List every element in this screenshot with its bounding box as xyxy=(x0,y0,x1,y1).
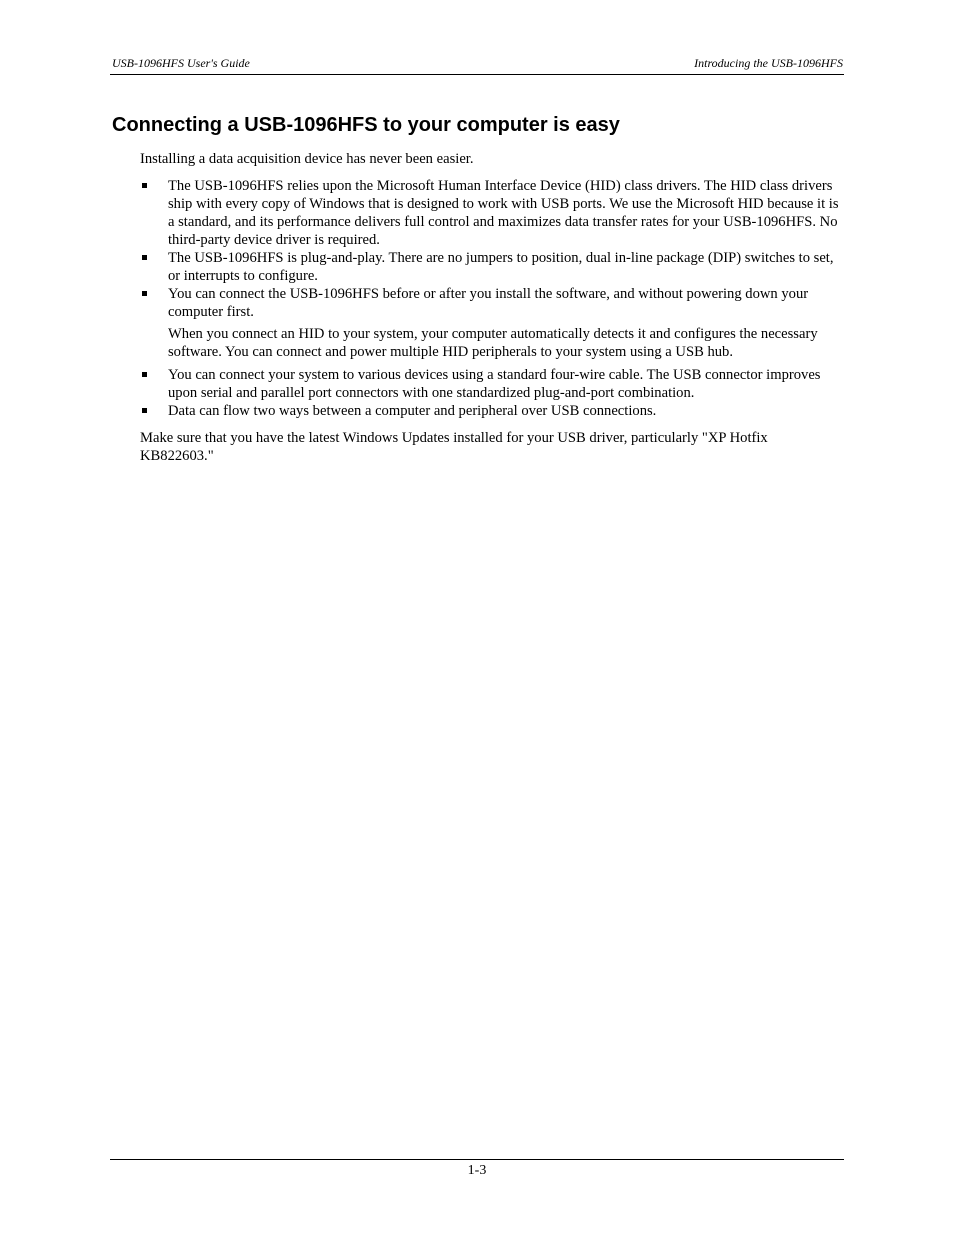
square-bullet-icon xyxy=(142,183,147,188)
square-bullet-icon xyxy=(142,291,147,296)
list-item-text: The USB-1096HFS is plug-and-play. There are no jumpers to position, dual in-line package (DIP) switches to set, or interrupts to configure. xyxy=(168,250,834,284)
square-bullet-icon xyxy=(142,255,147,260)
page-footer xyxy=(110,1159,844,1179)
list-item-text: You can connect the USB-1096HFS before or after you install the software, and without powering down your computer first. xyxy=(168,286,809,320)
list-item-subparagraph: When you connect an HID to your system, your computer automatically detects it and configures the necessary software. You can connect and power multiple HID peripherals to your system using a USB hub. xyxy=(168,326,818,360)
list-item-text: Data can flow two ways between a computer and peripheral over USB connections. xyxy=(168,403,657,419)
list-item-text: The USB-1096HFS relies upon the Microsoft Human Interface Device (HID) class drivers. The HID class drivers ship with every copy of Windows that is designed to work with USB ports. We use the Microsoft HID because it is a standard, and its performance delivers full control and maximizes data transfer rates for your USB-1096HFS. No third-party device driver is required. xyxy=(168,178,839,248)
section-body xyxy=(140,150,842,465)
square-bullet-icon xyxy=(142,372,147,377)
header-document-title: USB-1096HFS User's Guide xyxy=(112,56,250,70)
page-number: 1-3 xyxy=(467,1163,487,1178)
header-chapter-title: Introducing the USB-1096HFS xyxy=(694,56,843,70)
list-item xyxy=(140,402,842,420)
intro-paragraph: Installing a data acquisition device has never been easier. xyxy=(140,151,474,167)
list-item-text: You can connect your system to various devices using a standard four-wire cable. The USB connector improves upon serial and parallel port connectors with one standardized plug-and-port combination. xyxy=(168,367,821,401)
square-bullet-icon xyxy=(142,408,147,413)
list-item xyxy=(140,285,842,361)
page-header xyxy=(110,55,844,75)
list-item xyxy=(140,366,842,402)
feature-list xyxy=(140,177,842,420)
section-heading: Connecting a USB-1096HFS to your computer is easy xyxy=(112,114,620,136)
list-item xyxy=(140,249,842,285)
closing-paragraph: Make sure that you have the latest Windows Updates installed for your USB driver, particularly "XP Hotfix KB822603." xyxy=(140,430,768,464)
list-item xyxy=(140,177,842,249)
